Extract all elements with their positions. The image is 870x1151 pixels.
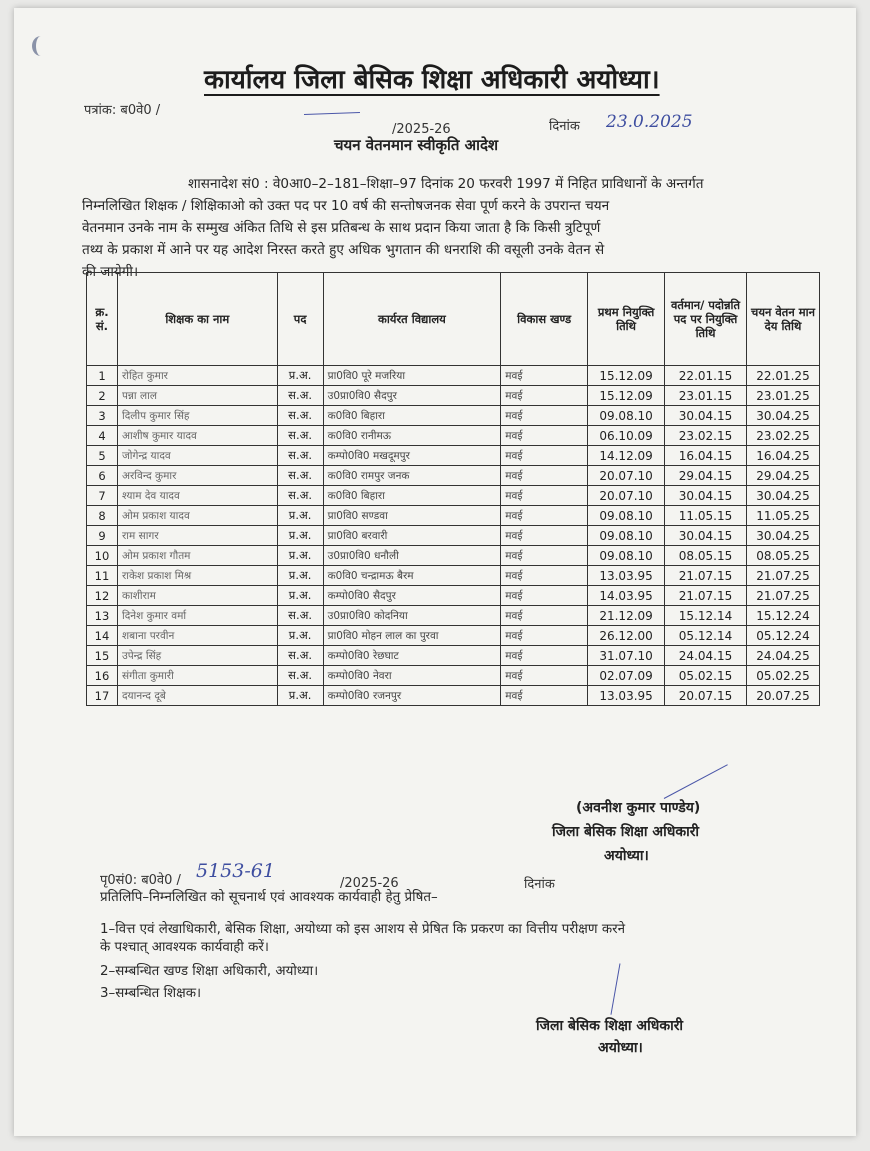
body-line: शासनादेश सं0 : वे0आ0–2–181–शिक्षा–97 दिनांक 20 फरवरी 1997 में निहित प्राविधानों के अन्तर्गत [188, 176, 704, 192]
signature-stroke-2 [610, 963, 620, 1014]
school-cell: कम्पो0वि0 रजनपुर [323, 686, 501, 706]
first-appointment-cell: 20.07.10 [588, 486, 665, 506]
binder-hole-mark [32, 36, 50, 56]
block-cell: मवई [501, 466, 588, 486]
promotion-date-cell: 30.04.15 [665, 406, 747, 426]
table-row [87, 406, 820, 426]
officer-place: अयोध्या। [604, 848, 649, 864]
serial-cell: 10 [87, 546, 118, 566]
ref-year: /2025-26 [392, 122, 451, 137]
teacher-name-cell: रोहित कुमार [117, 366, 277, 386]
block-cell: मवई [501, 406, 588, 426]
header-school: कार्यरत विद्यालय [323, 273, 501, 366]
promotion-date-cell: 11.05.15 [665, 506, 747, 526]
first-appointment-cell: 13.03.95 [588, 686, 665, 706]
officer-designation: जिला बेसिक शिक्षा अधिकारी [552, 824, 700, 840]
promotion-date-cell: 23.01.15 [665, 386, 747, 406]
table-row [87, 546, 820, 566]
teacher-name-cell: ओम प्रकाश यादव [117, 506, 277, 526]
first-appointment-cell: 21.12.09 [588, 606, 665, 626]
teacher-name-cell: राम सागर [117, 526, 277, 546]
serial-cell: 17 [87, 686, 118, 706]
header-teacher-name: शिक्षक का नाम [117, 273, 277, 366]
post-cell: प्र.अ. [277, 546, 323, 566]
post-cell: प्र.अ. [277, 526, 323, 546]
header-selection-pay-date: चयन वेतन मान देय तिथि [746, 273, 819, 366]
selection-pay-date-cell: 23.02.25 [746, 426, 819, 446]
document-sheet [14, 8, 856, 1136]
selection-pay-date-cell: 30.04.25 [746, 486, 819, 506]
handwritten-stroke [304, 112, 360, 115]
endorsement-year: /2025-26 [340, 876, 399, 891]
block-cell: मवई [501, 526, 588, 546]
serial-cell: 11 [87, 566, 118, 586]
block-cell: मवई [501, 546, 588, 566]
selection-pay-date-cell: 05.02.25 [746, 666, 819, 686]
school-cell: उ0प्रा0वि0 धनौली [323, 546, 501, 566]
signature-stroke [664, 764, 728, 799]
header-first-appointment: प्रथम नियुक्ति तिथि [588, 273, 665, 366]
post-cell: प्र.अ. [277, 586, 323, 606]
teacher-name-cell: संगीता कुमारी [117, 666, 277, 686]
first-appointment-cell: 15.12.09 [588, 386, 665, 406]
first-appointment-cell: 02.07.09 [588, 666, 665, 686]
promotion-date-cell: 05.12.14 [665, 626, 747, 646]
table-row [87, 366, 820, 386]
header-serial: क्र. सं. [87, 273, 118, 366]
copy-item-2: 2–सम्बन्धित खण्ड शिक्षा अधिकारी, अयोध्या। [100, 964, 319, 979]
selection-pay-date-cell: 23.01.25 [746, 386, 819, 406]
table-row [87, 646, 820, 666]
selection-pay-date-cell: 08.05.25 [746, 546, 819, 566]
block-cell: मवई [501, 686, 588, 706]
header-post: पद [277, 273, 323, 366]
copy-intro: प्रतिलिपि–निम्नलिखित को सूचनार्थ एवं आवश्यक कार्यवाही हेतु प्रेषित– [100, 890, 438, 905]
school-cell: प्रा0वि0 मोहन लाल का पुरवा [323, 626, 501, 646]
teacher-name-cell: काशीराम [117, 586, 277, 606]
promotion-date-cell: 30.04.15 [665, 486, 747, 506]
table-body [87, 366, 820, 706]
body-line: निम्नलिखित शिक्षक / शिक्षिकाओ को उक्त पद पर 10 वर्ष की सन्तोषजनक सेवा पूर्ण करने के उपरान्त चयन [82, 198, 610, 214]
table-row [87, 466, 820, 486]
serial-cell: 12 [87, 586, 118, 606]
serial-cell: 8 [87, 506, 118, 526]
promotion-date-cell: 15.12.14 [665, 606, 747, 626]
teacher-name-cell: दयानन्द दूबे [117, 686, 277, 706]
school-cell: प्रा0वि0 सण्डवा [323, 506, 501, 526]
first-appointment-cell: 09.08.10 [588, 546, 665, 566]
table-row [87, 666, 820, 686]
first-appointment-cell: 31.07.10 [588, 646, 665, 666]
body-line: की जायेगी। [82, 264, 139, 280]
post-cell: स.अ. [277, 466, 323, 486]
table-row [87, 386, 820, 406]
block-cell: मवई [501, 506, 588, 526]
post-cell: प्र.अ. [277, 626, 323, 646]
school-cell: कम्पो0वि0 सैदपुर [323, 586, 501, 606]
promotion-date-cell: 24.04.15 [665, 646, 747, 666]
block-cell: मवई [501, 666, 588, 686]
selection-pay-scale-table [86, 272, 820, 706]
post-cell: प्र.अ. [277, 566, 323, 586]
table-row [87, 686, 820, 706]
serial-cell: 3 [87, 406, 118, 426]
promotion-date-cell: 22.01.15 [665, 366, 747, 386]
teacher-name-cell: जोगेन्द्र यादव [117, 446, 277, 466]
promotion-date-cell: 29.04.15 [665, 466, 747, 486]
school-cell: कम्पो0वि0 मखदूमपुर [323, 446, 501, 466]
first-appointment-cell: 13.03.95 [588, 566, 665, 586]
school-cell: प्रा0वि0 बरवारी [323, 526, 501, 546]
table-row [87, 526, 820, 546]
serial-cell: 16 [87, 666, 118, 686]
ref-number-label: पत्रांक: ब0वे0 / [84, 103, 161, 118]
table-row [87, 606, 820, 626]
school-cell: क0वि0 चन्द्रामऊ बैरम [323, 566, 501, 586]
promotion-date-cell: 05.02.15 [665, 666, 747, 686]
promotion-date-cell: 20.07.15 [665, 686, 747, 706]
school-cell: क0वि0 बिहारा [323, 406, 501, 426]
teacher-name-cell: दिनेश कुमार वर्मा [117, 606, 277, 626]
block-cell: मवई [501, 446, 588, 466]
selection-pay-date-cell: 30.04.25 [746, 406, 819, 426]
table-row [87, 426, 820, 446]
serial-cell: 5 [87, 446, 118, 466]
post-cell: प्र.अ. [277, 366, 323, 386]
order-subject: चयन वेतनमान स्वीकृति आदेश [334, 136, 499, 154]
table-header-row [87, 273, 820, 366]
block-cell: मवई [501, 646, 588, 666]
endorsement-ref-handwritten: 5153-61 [196, 860, 275, 882]
table-row [87, 506, 820, 526]
copy-item-1: 1–वित्त एवं लेखाधिकारी, बेसिक शिक्षा, अयोध्या को इस आशय से प्रेषित कि प्रकरण का वित्तीय परीक्षण करने [100, 922, 626, 937]
block-cell: मवई [501, 486, 588, 506]
school-cell: उ0प्रा0वि0 कोदनिया [323, 606, 501, 626]
first-appointment-cell: 20.07.10 [588, 466, 665, 486]
post-cell: स.अ. [277, 486, 323, 506]
serial-cell: 9 [87, 526, 118, 546]
selection-pay-date-cell: 21.07.25 [746, 566, 819, 586]
order-body [82, 173, 808, 283]
header-block: विकास खण्ड [501, 273, 588, 366]
selection-pay-date-cell: 24.04.25 [746, 646, 819, 666]
first-appointment-cell: 15.12.09 [588, 366, 665, 386]
school-cell: कम्पो0वि0 रेछघाट [323, 646, 501, 666]
post-cell: स.अ. [277, 646, 323, 666]
body-line: तथ्य के प्रकाश में आने पर यह आदेश निरस्त करते हुए अधिक भुगतान की धनराशि की वसूली उनके वेतन से [82, 242, 605, 258]
post-cell: प्र.अ. [277, 506, 323, 526]
teacher-name-cell: उपेन्द्र सिंह [117, 646, 277, 666]
serial-cell: 6 [87, 466, 118, 486]
promotion-date-cell: 21.07.15 [665, 586, 747, 606]
post-cell: स.अ. [277, 446, 323, 466]
table-row [87, 446, 820, 466]
first-appointment-cell: 14.12.09 [588, 446, 665, 466]
post-cell: स.अ. [277, 606, 323, 626]
first-appointment-cell: 06.10.09 [588, 426, 665, 446]
school-cell: क0वि0 बिहारा [323, 486, 501, 506]
selection-pay-date-cell: 16.04.25 [746, 446, 819, 466]
block-cell: मवई [501, 386, 588, 406]
post-cell: स.अ. [277, 386, 323, 406]
post-cell: प्र.अ. [277, 686, 323, 706]
copy-item-1-continued: के पश्चात् आवश्यक कार्यवाही करें। [100, 940, 269, 955]
promotion-date-cell: 08.05.15 [665, 546, 747, 566]
date-label: दिनांक [549, 119, 580, 134]
promotion-date-cell: 16.04.15 [665, 446, 747, 466]
block-cell: मवई [501, 626, 588, 646]
selection-pay-date-cell: 30.04.25 [746, 526, 819, 546]
selection-pay-date-cell: 11.05.25 [746, 506, 819, 526]
office-title: कार्यालय जिला बेसिक शिक्षा अधिकारी अयोध्या। [204, 65, 660, 95]
first-appointment-cell: 09.08.10 [588, 406, 665, 426]
school-cell: उ0प्रा0वि0 सैदपुर [323, 386, 501, 406]
officer-name: (अवनीश कुमार पाण्डेय) [576, 800, 701, 816]
teacher-name-cell: पन्ना लाल [117, 386, 277, 406]
block-cell: मवई [501, 426, 588, 446]
header-promotion-date: वर्तमान/ पदोन्नति पद पर नियुक्ति तिथि [665, 273, 747, 366]
serial-cell: 13 [87, 606, 118, 626]
selection-pay-date-cell: 22.01.25 [746, 366, 819, 386]
table-row [87, 566, 820, 586]
promotion-date-cell: 21.07.15 [665, 566, 747, 586]
promotion-date-cell: 23.02.15 [665, 426, 747, 446]
teacher-name-cell: दिलीप कुमार सिंह [117, 406, 277, 426]
block-cell: मवई [501, 586, 588, 606]
serial-cell: 4 [87, 426, 118, 446]
block-cell: मवई [501, 606, 588, 626]
copy-item-3: 3–सम्बन्धित शिक्षक। [100, 986, 202, 1001]
handwritten-date: 23.0.2025 [606, 112, 693, 132]
copy-signatory-designation: जिला बेसिक शिक्षा अधिकारी [536, 1018, 684, 1034]
selection-pay-date-cell: 29.04.25 [746, 466, 819, 486]
first-appointment-cell: 09.08.10 [588, 506, 665, 526]
serial-cell: 14 [87, 626, 118, 646]
teacher-name-cell: ओम प्रकाश गौतम [117, 546, 277, 566]
selection-pay-date-cell: 05.12.24 [746, 626, 819, 646]
school-cell: क0वि0 रानीमऊ [323, 426, 501, 446]
first-appointment-cell: 26.12.00 [588, 626, 665, 646]
endorsement-date-label: दिनांक [524, 877, 555, 892]
selection-pay-date-cell: 20.07.25 [746, 686, 819, 706]
teacher-name-cell: श्याम देव यादव [117, 486, 277, 506]
school-cell: कम्पो0वि0 नेवरा [323, 666, 501, 686]
school-cell: क0वि0 रामपुर जनक [323, 466, 501, 486]
teacher-name-cell: अरविन्द कुमार [117, 466, 277, 486]
first-appointment-cell: 09.08.10 [588, 526, 665, 546]
selection-pay-date-cell: 21.07.25 [746, 586, 819, 606]
teacher-name-cell: आशीष कुमार यादव [117, 426, 277, 446]
selection-pay-date-cell: 15.12.24 [746, 606, 819, 626]
endorsement-ref-label: पृ0सं0: ब0वे0 / [100, 873, 181, 888]
serial-cell: 1 [87, 366, 118, 386]
table-row [87, 586, 820, 606]
block-cell: मवई [501, 566, 588, 586]
post-cell: स.अ. [277, 426, 323, 446]
table-row [87, 486, 820, 506]
block-cell: मवई [501, 366, 588, 386]
table-row [87, 626, 820, 646]
post-cell: स.अ. [277, 666, 323, 686]
teacher-name-cell: राकेश प्रकाश मिश्र [117, 566, 277, 586]
school-cell: प्रा0वि0 पूरे मजरिया [323, 366, 501, 386]
post-cell: स.अ. [277, 406, 323, 426]
serial-cell: 15 [87, 646, 118, 666]
promotion-date-cell: 30.04.15 [665, 526, 747, 546]
copy-signatory-place: अयोध्या। [598, 1040, 643, 1056]
body-line: वेतनमान उनके नाम के सम्मुख अंकित तिथि से इस प्रतिबन्ध के साथ प्रदान किया जाता है कि किसी त्रुटिपूर्ण [82, 220, 601, 236]
serial-cell: 2 [87, 386, 118, 406]
first-appointment-cell: 14.03.95 [588, 586, 665, 606]
serial-cell: 7 [87, 486, 118, 506]
teacher-name-cell: शबाना परवीन [117, 626, 277, 646]
